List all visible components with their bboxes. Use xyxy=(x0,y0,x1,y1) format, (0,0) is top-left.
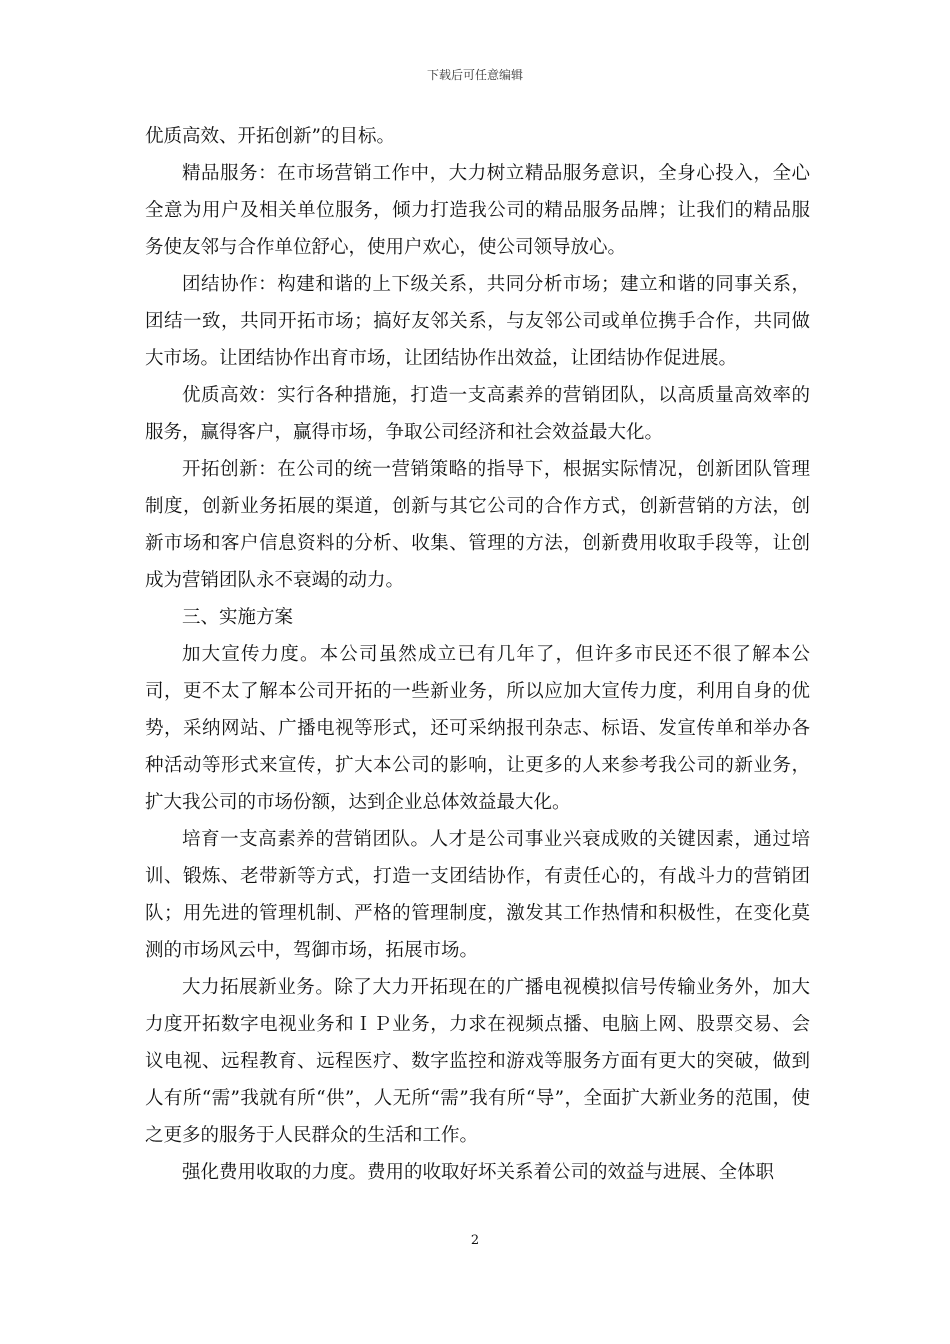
paragraph: 强化费用收取的力度。费用的收取好坏关系着公司的效益与进展、全体职 xyxy=(182,1162,775,1183)
paragraph: 大力拓展新业务。除了大力开拓现在的广播电视模拟信号传输业务外，加大力度开拓数字电视业务和ＩＰ业务，力求在视频点播、电脑上网、股票交易、会议电视、远程教育、远程医疗、数字监控和游戏等服务方面有更大的突破，做到人有所“需”我就有所“供”，人无所“需”我有所“导”，全面扩大新业务的范围，使之更多的服务于人民群众的生活和工作。 xyxy=(145,977,810,1146)
paragraph: 优质高效、开拓创新”的目标。 xyxy=(145,126,395,147)
paragraph: 精品服务：在市场营销工作中，大力树立精品服务意识，全身心投入，全心全意为用户及相关单位服务，倾力打造我公司的精品服务品牌；让我们的精品服务使友邻与合作单位舒心，使用户欢心，使公司领导放心。 xyxy=(145,163,810,258)
page-header: 下载后可任意编辑 xyxy=(426,68,523,82)
paragraph: 团结协作：构建和谐的上下级关系，共同分析市场；建立和谐的同事关系，团结一致，共同开拓市场；搞好友邻关系，与友邻公司或单位携手合作，共同做大市场。让团结协作出育市场，让团结协作出效益，让团结协作促进展。 xyxy=(145,274,810,369)
paragraph: 开拓创新：在公司的统一营销策略的指导下，根据实际情况，创新团队管理制度，创新业务拓展的渠道，创新与其它公司的合作方式，创新营销的方法，创新市场和客户信息资料的分析、收集、管理的方法，创新费用收取手段等，让创成为营销团队永不衰竭的动力。 xyxy=(145,459,810,591)
section-heading: 三、实施方案 xyxy=(182,607,294,628)
page-number: 2 xyxy=(470,1233,480,1248)
document-body xyxy=(145,118,810,1191)
paragraph: 培育一支高素养的营销团队。人才是公司事业兴衰成败的关键因素，通过培训、锻炼、老带新等方式，打造一支团结协作，有责任心的，有战斗力的营销团队；用先进的管理机制、严格的管理制度，激发其工作热情和积极性，在变化莫测的市场风云中，驾御市场，拓展市场。 xyxy=(145,829,810,961)
paragraph: 加大宣传力度。本公司虽然成立已有几年了，但许多市民还不很了解本公司，更不太了解本公司开拓的一些新业务，所以应加大宣传力度，利用自身的优势，采纳网站、广播电视等形式，还可采纳报刊杂志、标语、发宣传单和举办各种活动等形式来宣传，扩大本公司的影响，让更多的人来参考我公司的新业务，扩大我公司的市场份额，达到企业总体效益最大化。 xyxy=(145,644,810,813)
paragraph: 优质高效：实行各种措施，打造一支高素养的营销团队，以高质量高效率的服务，赢得客户，赢得市场，争取公司经济和社会效益最大化。 xyxy=(145,385,810,443)
